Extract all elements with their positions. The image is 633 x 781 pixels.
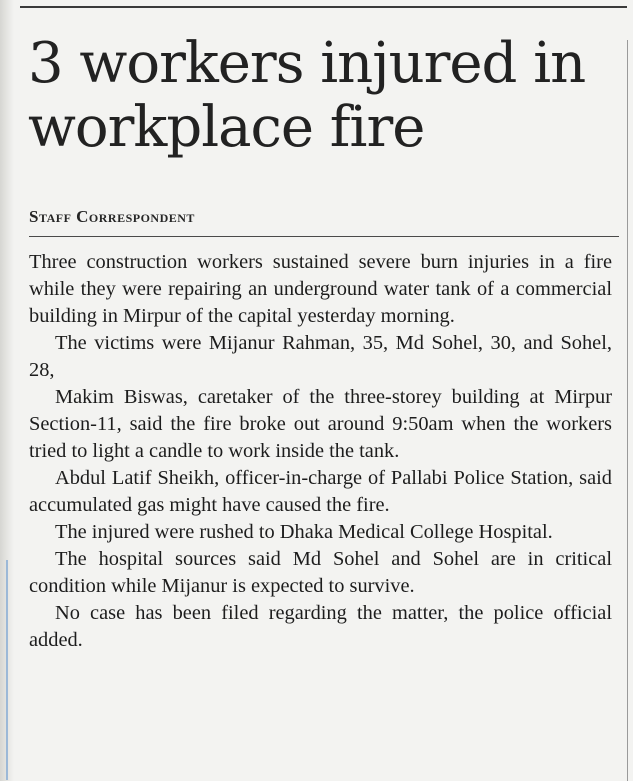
paragraph: The victims were Mijanur Rahman, 35, Md Sohel, 30, and Sohel, 28,	[29, 332, 612, 381]
paragraph: Three construction workers sustained severe burn injuries in a fire while they were repairing an underground water tank of a commercial building in Mirpur of the capital yesterday morning.	[29, 251, 612, 327]
paragraph: Abdul Latif Sheikh, officer-in-charge of Pallabi Police Station, said accumulated gas might have caused the fire.	[29, 467, 612, 516]
paragraph: Makim Biswas, caretaker of the three-storey building at Mirpur Section-11, said the fire broke out around 9:50am when the workers tried to light a candle to work inside the tank.	[29, 386, 612, 462]
article-body	[29, 249, 612, 654]
top-rule	[20, 6, 627, 8]
paragraph: No case has been filed regarding the matter, the police official added.	[29, 602, 612, 651]
paragraph: The injured were rushed to Dhaka Medical College Hospital.	[55, 521, 553, 543]
byline-rule	[29, 236, 619, 237]
page-edge	[0, 0, 14, 781]
headline: 3 workers injured in workplace fire	[28, 31, 586, 160]
paragraph: The hospital sources said Md Sohel and Sohel are in critical condition while Mijanur is expected to survive.	[29, 548, 612, 597]
column-rule	[627, 40, 628, 781]
byline: Staff Correspondent	[29, 207, 195, 226]
